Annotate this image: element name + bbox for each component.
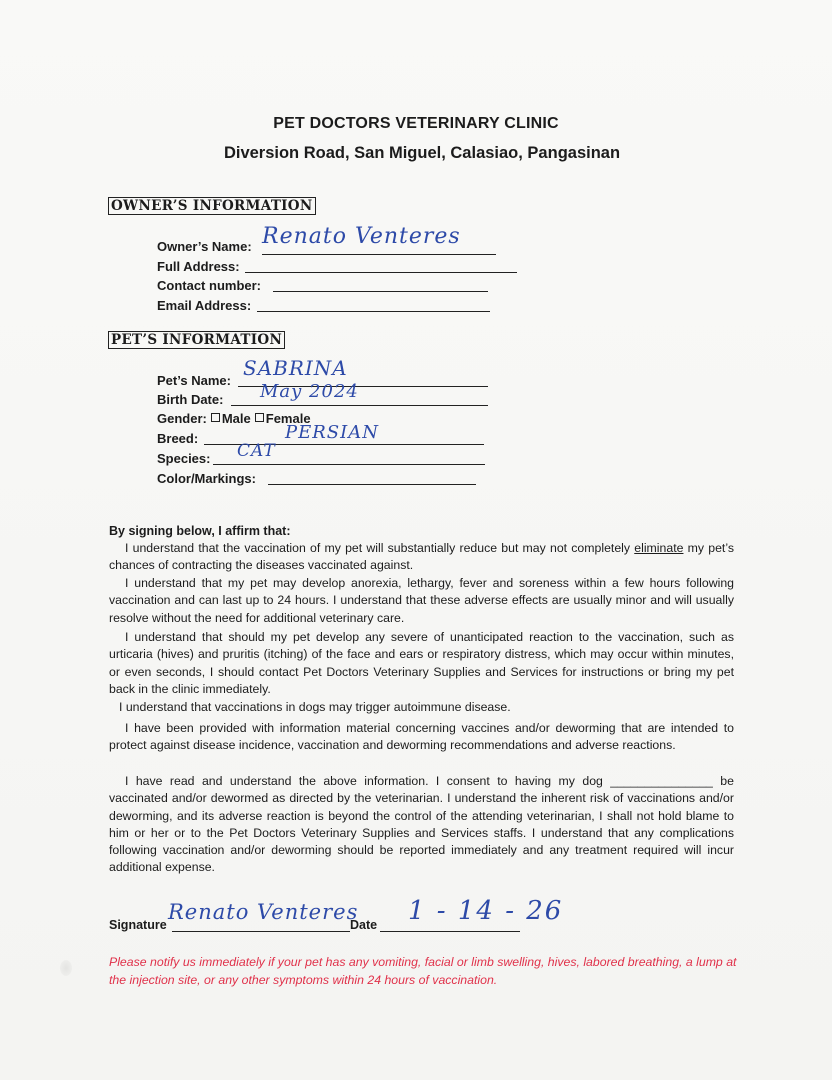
birth-date-label: Birth Date: [157, 392, 224, 407]
clinic-name: PET DOCTORS VETERINARY CLINIC [273, 115, 559, 132]
p6-text-a: I have read and understand the above information. I consent to having my dog [125, 774, 611, 788]
address-label: Full Address: [157, 259, 240, 274]
color-markings-line[interactable] [268, 484, 476, 485]
affirmation-paragraph-6 [109, 773, 734, 877]
species-line[interactable] [213, 464, 485, 465]
birth-date-handwritten: May 2024 [260, 381, 359, 402]
gender-label: Gender: [157, 411, 207, 426]
species-label: Species: [157, 451, 211, 466]
signature-line[interactable] [172, 931, 350, 932]
signature-handwritten: Renato Venteres [168, 900, 359, 924]
species-handwritten: CAT [237, 441, 276, 461]
pet-name-handwritten: SABRINA [243, 356, 348, 380]
affirmation-paragraph-3: I understand that should my pet develop any severe of unanticipated reaction to the vaccination, such as urticaria (hives) and pruritis (itching) of the face and ears or respiratory distress, which may occur within minutes, or even seconds, I should contact Pet Doctors Veterinary Supplies and Services for instructions or bring my pet back in the clinic immediately. [109, 630, 734, 696]
breed-handwritten: PERSIAN [285, 422, 379, 443]
male-checkbox[interactable] [211, 413, 220, 422]
color-markings-label: Color/Markings: [157, 471, 256, 486]
birth-date-line[interactable] [231, 405, 488, 406]
dog-name-blank[interactable]: _______________ [610, 774, 713, 788]
affirmation-paragraph-4: I understand that vaccinations in dogs may trigger autoimmune disease. [119, 700, 511, 714]
p1-text-b: my pet’s chances of contracting the diseases vaccinated against. [109, 541, 734, 573]
owner-section-title: OWNER’S INFORMATION [108, 197, 316, 215]
affirmation-paragraph-1 [109, 540, 734, 575]
female-label: Female [265, 411, 311, 426]
p1-text-a: I understand that the vaccination of my pet will substantially reduce but may not completely [125, 541, 635, 555]
date-line[interactable] [380, 931, 520, 932]
red-notice: Please notify us immediately if your pet has any vomiting, facial or limb swelling, hives, labored breathing, a lump at the injection site, or any other symptoms within 24 hours of vaccination. [109, 955, 737, 987]
clinic-address: Diversion Road, San Miguel, Calasiao, Pangasinan [223, 144, 621, 162]
p1-underlined-word: eliminate [634, 541, 684, 555]
pet-name-label: Pet’s Name: [157, 373, 231, 388]
owner-name-label: Owner’s Name: [157, 239, 252, 254]
affirmation-paragraph-5: I have been provided with information material concerning vaccines and/or deworming that are intended to protect against disease incidence, vaccination and deworming recommendations and adverse reactions. [109, 721, 734, 753]
contact-line[interactable] [273, 291, 488, 292]
affirmation-paragraph-2: I understand that my pet may develop anorexia, lethargy, fever and soreness within a few hours following vaccination and can last up to 24 hours. I understand that these adverse effects are usually minor and will usually resolve without the need for additional veterinary care. [109, 576, 734, 625]
date-handwritten: 1 - 14 - 26 [408, 896, 564, 926]
signature-label: Signature [109, 918, 167, 932]
email-label: Email Address: [157, 298, 252, 313]
p6-text-b: be vaccinated and/or dewormed as directed by the veterinarian. I understand the inherent risk of vaccinations and/or deworming, and its adverse reaction is beyond the control of the attending veterinarian, I shall not hold blame to him or her or to the Pet Doctors Veterinary Supplies and Services staffs. I understand that any complications following vaccination and/or deworming should be reported immediately and any treatment required will incur additional expense. [109, 774, 734, 875]
date-label: Date [350, 918, 378, 932]
male-label: Male [221, 411, 251, 426]
contact-label: Contact number: [157, 278, 261, 293]
affirmation-heading: By signing below, I affirm that: [109, 524, 291, 538]
owner-name-handwritten: Renato Venteres [262, 224, 461, 249]
email-line[interactable] [257, 311, 490, 312]
paper-hole-mark [60, 960, 72, 976]
pet-section-title: PET’S INFORMATION [108, 331, 285, 349]
address-line[interactable] [245, 272, 517, 273]
owner-name-line[interactable] [262, 254, 496, 255]
female-checkbox[interactable] [255, 413, 264, 422]
breed-label: Breed: [157, 431, 199, 446]
